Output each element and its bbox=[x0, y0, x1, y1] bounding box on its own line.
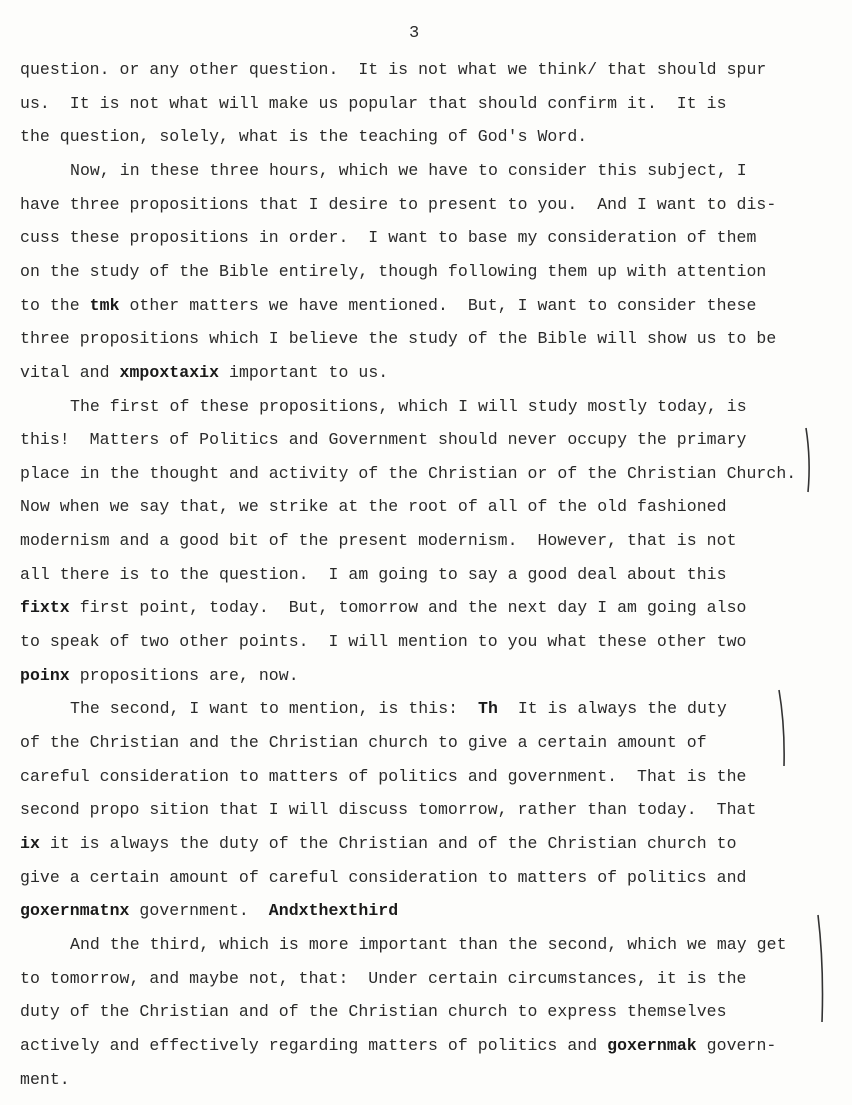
line-text: vital and bbox=[20, 362, 120, 382]
line-text: this! Matters of Politics and Government should never occupy the primary bbox=[20, 430, 747, 450]
line-text: it is always the duty of the Christian and of the Christian church to bbox=[39, 833, 737, 853]
line-text: have three propositions that I desire to present to you. And I want to dis- bbox=[20, 194, 777, 214]
text-line bbox=[20, 632, 746, 652]
text-line bbox=[20, 531, 737, 551]
margin-bracket-1 bbox=[806, 428, 809, 492]
line-text: actively and effectively regarding matters of politics and bbox=[20, 1035, 608, 1055]
text-line bbox=[20, 430, 746, 450]
text-line bbox=[20, 666, 299, 686]
text-line bbox=[70, 699, 727, 719]
text-line bbox=[70, 935, 787, 955]
struck-out-text: goxernmak bbox=[607, 1035, 697, 1055]
text-line bbox=[20, 464, 796, 484]
line-text: other matters we have mentioned. But, I want to consider these bbox=[119, 295, 757, 315]
text-line bbox=[20, 733, 707, 753]
text-line bbox=[20, 598, 746, 618]
struck-out-text: xmpoxtaxix bbox=[119, 362, 220, 382]
line-text: give a certain amount of careful consideration to matters of politics and bbox=[20, 867, 747, 887]
line-text: ment. bbox=[20, 1069, 70, 1089]
line-text: duty of the Christian and of the Christian church to express themselves bbox=[20, 1002, 727, 1022]
text-line bbox=[20, 195, 776, 215]
struck-out-text: poinx bbox=[20, 665, 70, 685]
text-line bbox=[20, 127, 587, 147]
line-text: on the study of the Bible entirely, though following them up with attention bbox=[20, 261, 767, 281]
margin-bracket-2 bbox=[779, 690, 784, 766]
text-line bbox=[20, 565, 727, 585]
line-text: careful consideration to matters of politics and government. That is the bbox=[20, 766, 747, 786]
line-text: to speak of two other points. I will mention to you what these other two bbox=[20, 632, 747, 652]
line-text: Now when we say that, we strike at the root of all of the old fashioned bbox=[20, 497, 727, 517]
text-line bbox=[20, 969, 746, 989]
line-text: government. bbox=[129, 901, 269, 921]
text-line bbox=[20, 497, 727, 517]
line-text: important to us. bbox=[219, 362, 389, 382]
text-line bbox=[20, 94, 727, 114]
line-text: second propo sition that I will discuss tomorrow, rather than today. That bbox=[20, 800, 757, 820]
line-text: three propositions which I believe the study of the Bible will show us to be bbox=[20, 329, 777, 349]
line-text: cuss these propositions in order. I want to base my consideration of them bbox=[20, 228, 757, 248]
line-text: The first of these propositions, which I will study mostly today, is bbox=[70, 396, 747, 416]
text-line bbox=[20, 767, 746, 787]
line-text: first point, today. But, tomorrow and the next day I am going also bbox=[69, 598, 747, 618]
struck-out-text: fixtx bbox=[20, 598, 70, 618]
line-text: place in the thought and activity of the Christian or of the Christian Church. bbox=[20, 463, 797, 483]
text-line bbox=[20, 901, 398, 921]
text-line bbox=[70, 397, 747, 417]
struck-out-text: goxernmatnx bbox=[20, 901, 130, 921]
line-text: to the bbox=[20, 295, 90, 315]
line-text: question. or any other question. It is not what we think/ that should spur bbox=[20, 60, 767, 79]
line-text: the question, solely, what is the teaching of God's Word. bbox=[20, 127, 588, 147]
page-number: 3 bbox=[409, 24, 420, 43]
text-line bbox=[20, 800, 756, 820]
line-text: of the Christian and the Christian church to give a certain amount of bbox=[20, 733, 707, 752]
text-line bbox=[20, 296, 756, 316]
line-text: modernism and a good bit of the present modernism. However, that is not bbox=[20, 531, 737, 551]
text-line bbox=[20, 363, 388, 383]
line-text: Now, in these three hours, which we have to consider this subject, I bbox=[70, 160, 747, 180]
line-text: The second, I want to mention, is this: bbox=[70, 699, 479, 719]
line-text: to tomorrow, and maybe not, that: Under certain circumstances, it is the bbox=[20, 968, 747, 988]
line-text: govern- bbox=[696, 1035, 777, 1055]
text-line bbox=[20, 228, 756, 248]
line-text: propositions are, now. bbox=[69, 665, 299, 685]
text-line bbox=[20, 1070, 70, 1090]
text-line bbox=[20, 1036, 776, 1056]
struck-out-text: Th bbox=[478, 699, 498, 719]
text-line bbox=[20, 262, 766, 282]
margin-bracket-3 bbox=[818, 915, 823, 1022]
text-line bbox=[20, 834, 737, 854]
text-line bbox=[20, 1002, 727, 1022]
struck-out-text: ix bbox=[20, 833, 40, 853]
line-text: all there is to the question. I am going to say a good deal about this bbox=[20, 564, 727, 584]
text-line bbox=[20, 329, 776, 349]
struck-out-text: Andxthexthird bbox=[268, 901, 399, 921]
line-text: It is always the duty bbox=[497, 699, 727, 719]
struck-out-text: tmk bbox=[89, 295, 120, 315]
text-line bbox=[70, 161, 747, 181]
line-text: us. It is not what will make us popular that should confirm it. It is bbox=[20, 93, 727, 113]
text-line bbox=[20, 60, 766, 80]
text-line bbox=[20, 868, 746, 888]
line-text: And the third, which is more important than the second, which we may get bbox=[70, 934, 787, 954]
